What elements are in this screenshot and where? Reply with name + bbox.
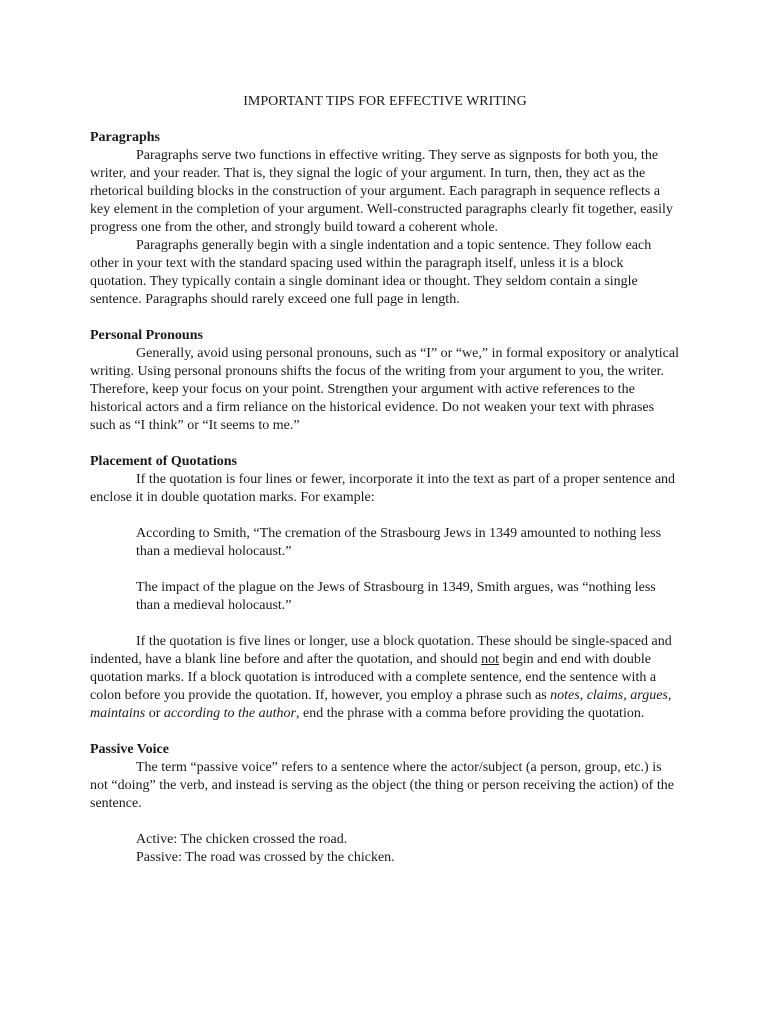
section-heading-quotations: Placement of Quotations xyxy=(90,454,237,469)
section-passive-voice xyxy=(90,741,680,867)
document-page xyxy=(90,93,680,885)
text-run: , end the phrase with a comma before providing the quotation. xyxy=(295,706,645,721)
underlined-not: not xyxy=(481,652,499,667)
text-run: , xyxy=(623,688,631,703)
text-run: If the quotation is five lines or longer, use a block quotation. These should be single-spaced and indented, have a blank line before and after the quotation, and should xyxy=(90,634,672,667)
quotation-example-1: According to Smith, “The cremation of the Strasbourg Jews in 1349 amounted to nothing less than a medieval holocaust.” xyxy=(136,526,662,559)
document-title: IMPORTANT TIPS FOR EFFECTIVE WRITING xyxy=(243,94,527,109)
section-heading-paragraphs: Paragraphs xyxy=(90,130,160,145)
active-example: Active: The chicken crossed the road. xyxy=(136,832,348,847)
quotations-text-2 xyxy=(90,633,680,723)
spacer xyxy=(90,813,680,831)
quotation-example-2: The impact of the plague on the Jews of Strasbourg in 1349, Smith argues, was “nothing less than a medieval holocaust.” xyxy=(136,580,656,613)
text-run: , xyxy=(579,688,587,703)
passive-example: Passive: The road was crossed by the chicken. xyxy=(136,850,395,865)
passive-text-1: The term “passive voice” refers to a sentence where the actor/subject (a person, group, etc.) is not “doing” the verb, and instead is serving as the object (the thing or person receiving the action) of the sentence. xyxy=(90,760,674,811)
spacer xyxy=(90,507,680,525)
section-paragraphs xyxy=(90,129,680,309)
italic-notes: notes xyxy=(550,688,580,703)
italic-claims: claims xyxy=(586,688,624,703)
section-heading-passive: Passive Voice xyxy=(90,742,169,757)
paragraphs-text-1: Paragraphs serve two functions in effective writing. They serve as signposts for both you, the writer, and your reader. That is, they signal the logic of your argument. In turn, then, they act as the rhetorical building blocks in the construction of your argument. Each paragraph in sequence reflects a key element in the completion of your argument. Well-constructed paragraphs clearly fit together, easily progress one from the other, and strongly build toward a coherent whole. xyxy=(90,148,673,235)
paragraphs-text-2: Paragraphs generally begin with a single indentation and a topic sentence. They follow each other in your text with the standard spacing used within the paragraph itself, unless it is a block quotation. They typically contain a single dominant idea or thought. They seldom contain a single sentence. Paragraphs should rarely exceed one full page in length. xyxy=(90,238,652,307)
quotations-text-1: If the quotation is four lines or fewer, incorporate it into the text as part of a proper sentence and enclose it in double quotation marks. For example: xyxy=(90,472,676,505)
section-quotations xyxy=(90,453,680,723)
text-run: begin and end with double quotation marks. If a block quotation is introduced with a complete sentence, end the sentence with a colon before you provide the quotation. If, however, you employ a phrase such as xyxy=(90,652,657,703)
text-run: or xyxy=(145,706,164,721)
italic-according-to-author: according to the author xyxy=(163,706,296,721)
italic-argues-maintains: argues, maintains xyxy=(90,688,672,721)
section-personal-pronouns xyxy=(90,327,680,435)
pronouns-text-1: Generally, avoid using personal pronouns, such as “I” or “we,” in formal expository or analytical writing. Using personal pronouns shifts the focus of the writing from your argument to you, the writer. Therefore, keep your focus on your point. Strengthen your argument with active references to the historical actors and a firm reliance on the historical evidence. Do not weaken your text with phrases such as “I think” or “It seems to me.” xyxy=(90,346,679,433)
section-heading-pronouns: Personal Pronouns xyxy=(90,328,203,343)
